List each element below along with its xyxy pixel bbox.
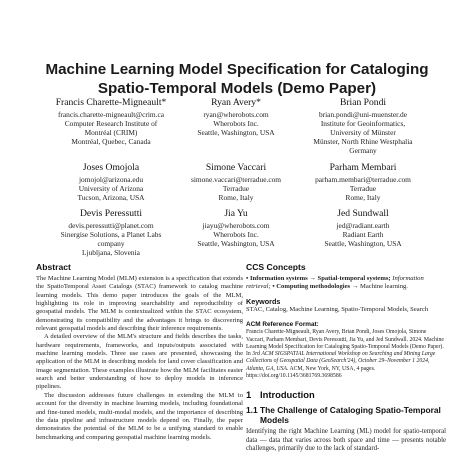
abstract-body	[36, 275, 243, 442]
author-affiliation: Radiant Earth	[342, 230, 384, 240]
section-title: Introduction	[260, 389, 315, 401]
ccs-concepts	[246, 275, 446, 292]
author-location: Rome, Italy	[345, 193, 381, 203]
paper-title	[40, 60, 434, 98]
author-email: devis.peressutti@planet.com	[68, 221, 154, 230]
ccs-bullet-bold: • Information systems → Spatial-temporal systems;	[246, 275, 391, 282]
ccs-bullet-bold: • Computing methodologies	[272, 283, 351, 291]
ccs-heading: CCS Concepts	[246, 262, 306, 272]
ccs-bullet-text: → Machine learning.	[350, 283, 408, 291]
author-location: Tucson, Arizona, USA	[77, 193, 145, 203]
introduction-text: Identifying the right Machine Learning (ML) model for spatio-temporal data — data that varies across both space and time — presents notable challenges, primarily due to the lack of standard-	[246, 428, 446, 453]
author-name: Francis Charette-Migneault*	[55, 97, 167, 108]
acm-reference-heading: ACM Reference Format:	[246, 321, 319, 329]
author-affiliation: Montréal (CRIM)	[84, 128, 138, 138]
author-email: brian.pondi@uni-muenster.de	[318, 110, 408, 119]
right-column	[246, 262, 446, 454]
title-line-2: Spatio-Temporal Models (Demo Paper)	[97, 80, 377, 97]
author-affiliation: Computer Research Institute of	[64, 119, 158, 129]
author-name: Brian Pondi	[339, 97, 387, 108]
author-email: parham.membari@terradue.com	[315, 175, 411, 184]
abstract-paragraph: The discussion addresses future challenges in extending the MLM to account for the diversity in machine learning models, including foundational and fine-tuned models, multi-modal models, and the importance of describing the data pipeline and infrastructure models depend on. Finally, the paper demonstrates the potential of the MLM to be a unifying standard to enable benchmarking and comparing geospatial machine learning models.	[36, 391, 243, 441]
author-name: Ryan Avery*	[211, 97, 261, 108]
acm-reference-part: ACM, New York, NY, USA, 4 pages. https://doi.org/10.1145/3681769.3698586	[246, 365, 376, 379]
author-location: Seattle, Washington, USA	[324, 239, 402, 249]
keywords-text: STAC, Catalog, Machine Learning, Spatio-Temporal Models, Search	[246, 305, 429, 313]
author-affiliation: Wherobots Inc.	[213, 119, 259, 129]
author-name: Jed Sundwall	[337, 208, 389, 219]
author-affiliation: Institute for Geoinformatics,	[320, 119, 406, 129]
author-affiliation: University of Arizona	[78, 184, 144, 194]
author-name: Simone Vaccari	[205, 162, 267, 173]
acm-reference-text	[246, 329, 446, 380]
section-number: 1	[246, 389, 252, 401]
author-affiliation: University of Münster	[330, 128, 396, 138]
author-name: Parham Membari	[329, 162, 397, 173]
keywords-heading: Keywords	[246, 296, 281, 306]
author-affiliation: Terradue	[222, 184, 250, 194]
abstract-paragraph: A detailed overview of the MLM's structure and fields describes the tasks, hardware requirements, frameworks, and inputs/outputs associated with machine learning models. Three use cases are presented, showcasing the application of the MLM in describing models for land cover classification and image segmentation. These examples illustrate how the MLM facilitates easier search and better understanding of how to deploy models in inference pipelines.	[36, 333, 243, 391]
author-email: jiayu@wherobots.com	[202, 221, 270, 230]
author-email: jed@radiant.earth	[336, 221, 390, 230]
title-line-1: Machine Learning Model Specification for Cataloging	[45, 61, 429, 78]
author-name: Jia Yu	[224, 208, 248, 219]
author-email: francis.charette-migneault@crim.ca	[57, 110, 165, 119]
author-location: Ljubljana, Slovenia	[82, 248, 140, 258]
author-name: Devis Peressutti	[79, 208, 143, 219]
author-email: ryan@wherobots.com	[203, 110, 269, 119]
subsection-title: The Challenge of Cataloging Spatio-Temporal Models	[260, 405, 441, 426]
author-location: Germany	[349, 146, 377, 156]
author-location: Rome, Italy	[218, 193, 254, 203]
author-location: Seattle, Washington, USA	[197, 239, 275, 249]
author-email: simone.vaccari@terradue.com	[190, 175, 282, 184]
introduction-heading	[246, 389, 446, 401]
author-block	[288, 162, 438, 202]
author-location: Seattle, Washington, USA	[197, 128, 275, 138]
author-affiliation: Sinergise Solutions, a Planet Labs	[60, 230, 162, 240]
author-name: Joses Omojola	[82, 162, 140, 173]
acm-reference-part: Francis Charette-Migneault, Ryan Avery, Brian Pondi, Joses Omojola, Simone Vaccari, Parham Membari, Devis Peressutti, Jia Yu, and Jed Sundwall. 2024. Machine Learning Model Specification for Cataloging Spatio-Temporal Models (Demo Paper). In	[246, 329, 444, 358]
author-block	[288, 97, 438, 155]
acm-reference-venue: 3rd ACM SIGSPATIAL International Workshop on Searching and Mining Large Collections of Geospatial Data (GeoSearch'24), October 29–November 1 2024, Atlanta, GA, USA.	[246, 351, 436, 372]
author-affiliation: Terradue	[349, 184, 377, 194]
author-affiliation: Wherobots Inc.	[213, 230, 259, 240]
ccs-bullet-text: Information retrieval;	[246, 275, 424, 291]
left-column	[36, 262, 243, 442]
abstract-heading: Abstract	[36, 262, 71, 272]
author-affiliation: company	[97, 239, 125, 249]
author-location: Montréal, Quebec, Canada	[71, 137, 151, 147]
author-block	[288, 208, 438, 248]
abstract-paragraph: The Machine Learning Model (MLM) extension is a specification that extends the SpatioTemporal Asset Catalogs (STAC) framework to catalog machine learning models. This demo paper introduces the goals of the MLM, highlighting its role in improving searchability and reproducibility of geospatial models. The MLM is contextualized within the STAC ecosystem, demonstrating its compatibility and the advantages it brings to discovering relevant geospatial models and describing their inference requirements.	[36, 275, 243, 333]
subsection-heading	[246, 405, 446, 425]
author-location: Münster, North Rhine Westphalia	[313, 137, 413, 147]
author-email: jomojol@arizona.edu	[78, 175, 144, 184]
subsection-number: 1.1	[246, 405, 258, 416]
